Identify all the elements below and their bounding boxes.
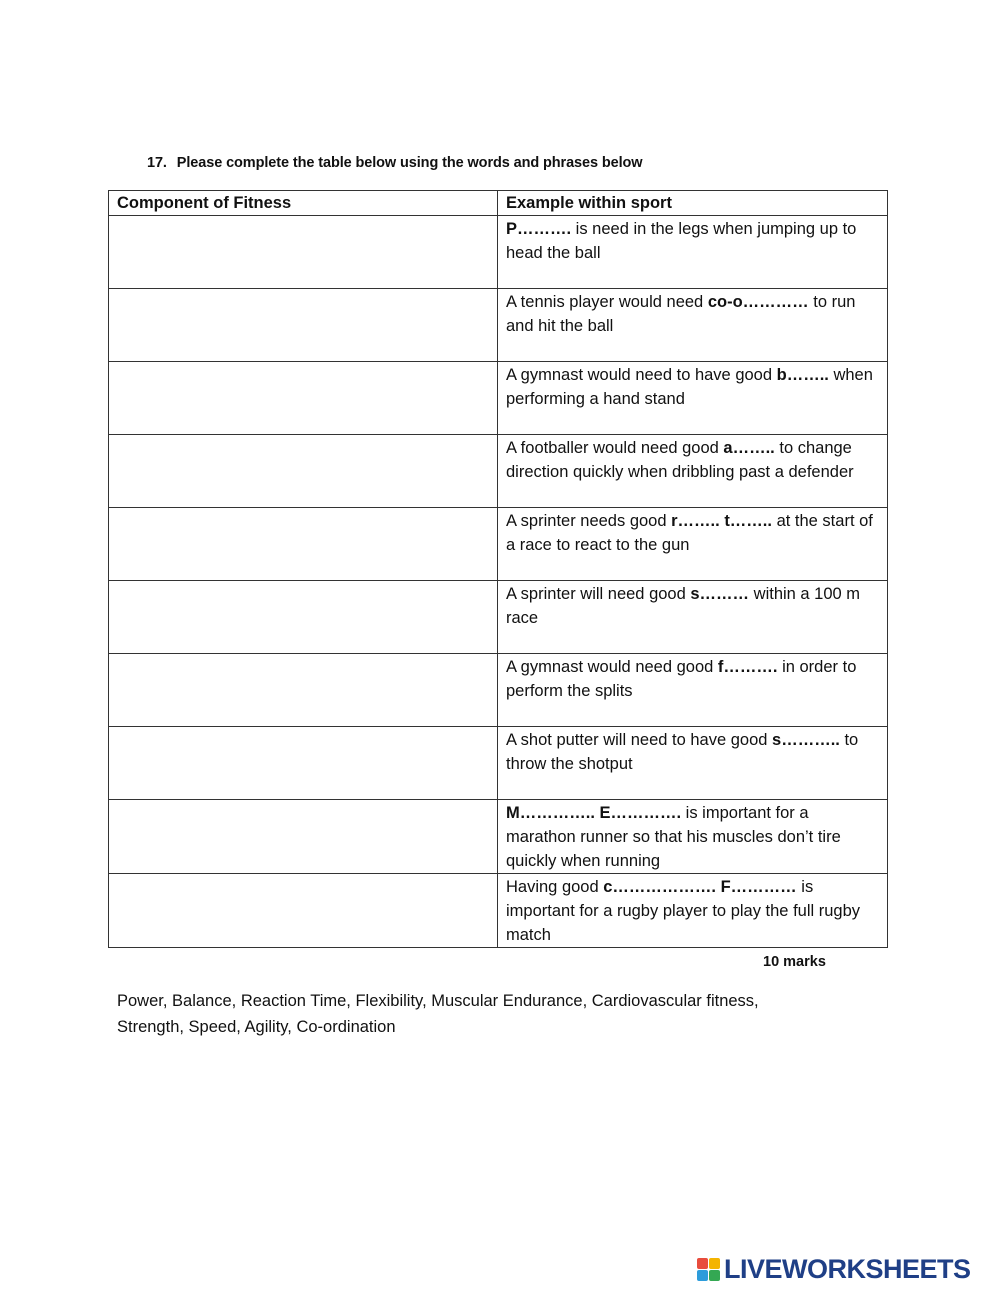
answer-cell[interactable]: [109, 289, 498, 362]
table-row: [109, 435, 888, 508]
blank-hint: b……..: [776, 366, 829, 384]
table-row: [109, 362, 888, 435]
blank-hint: s………..: [772, 731, 840, 749]
marks-label: 10 marks: [763, 954, 826, 970]
table-row: [109, 508, 888, 581]
header-example: Example within sport: [498, 191, 888, 216]
blank-hint: c………………. F…………: [603, 878, 797, 896]
answer-cell[interactable]: [109, 508, 498, 581]
fitness-table: [108, 190, 888, 948]
blank-hint: co-o…………: [707, 293, 809, 311]
example-cell: A gymnast would need to have good b…….. when performing a hand stand: [498, 362, 888, 435]
answer-cell[interactable]: [109, 216, 498, 289]
example-cell: A footballer would need good a…….. to change direction quickly when dribbling past a defender: [498, 435, 888, 508]
example-cell: P………. is need in the legs when jumping up to head the ball: [498, 216, 888, 289]
answer-cell[interactable]: [109, 727, 498, 800]
question-text: Please complete the table below using the words and phrases below: [176, 155, 643, 171]
blank-hint: t……..: [724, 512, 772, 530]
answer-cell[interactable]: [109, 581, 498, 654]
header-component: Component of Fitness: [109, 191, 498, 216]
table-row: [109, 874, 888, 948]
blank-hint: P……….: [506, 220, 572, 238]
blank-hint: M………….. E………….: [506, 804, 682, 822]
table-row: [109, 216, 888, 289]
example-cell: A shot putter will need to have good s……….. to throw the shotput: [498, 727, 888, 800]
logo-tile: [697, 1258, 708, 1269]
example-cell: Having good c………………. F………… is important for a rugby player to play the full rugby match: [498, 874, 888, 948]
example-cell: M………….. E…………. is important for a marathon runner so that his muscles don’t tire quickly when running: [498, 800, 888, 874]
question-number: 17.: [147, 155, 167, 171]
table-row: [109, 289, 888, 362]
question-heading: [147, 155, 642, 171]
logo-text: LIVEWORKSHEETS: [724, 1254, 971, 1284]
word-bank-line: Power, Balance, Reaction Time, Flexibility, Muscular Endurance, Cardiovascular fitness,: [117, 992, 759, 1010]
blank-hint: s………: [690, 585, 750, 603]
liveworksheets-logo: [697, 1254, 971, 1284]
answer-cell[interactable]: [109, 435, 498, 508]
example-cell: A sprinter needs good r…….. t…….. at the start of a race to react to the gun: [498, 508, 888, 581]
table-header-row: [109, 191, 888, 216]
word-bank: [117, 988, 837, 1040]
answer-cell[interactable]: [109, 800, 498, 874]
word-bank-line: Strength, Speed, Agility, Co-ordination: [117, 1018, 396, 1036]
answer-cell[interactable]: [109, 874, 498, 948]
logo-tile: [697, 1270, 708, 1281]
answer-cell[interactable]: [109, 362, 498, 435]
blank-hint: a……..: [723, 439, 775, 457]
logo-tile: [709, 1258, 720, 1269]
logo-tile: [709, 1270, 720, 1281]
example-cell: A gymnast would need good f………. in order to perform the splits: [498, 654, 888, 727]
table-row: [109, 654, 888, 727]
table-row: [109, 727, 888, 800]
table-row: [109, 581, 888, 654]
blank-hint: f……….: [717, 658, 778, 676]
example-cell: A tennis player would need co-o………… to run and hit the ball: [498, 289, 888, 362]
logo-tiles-icon: [697, 1258, 720, 1281]
blank-hint: r……..: [671, 512, 720, 530]
example-cell: A sprinter will need good s……… within a 100 m race: [498, 581, 888, 654]
table-row: [109, 800, 888, 874]
answer-cell[interactable]: [109, 654, 498, 727]
